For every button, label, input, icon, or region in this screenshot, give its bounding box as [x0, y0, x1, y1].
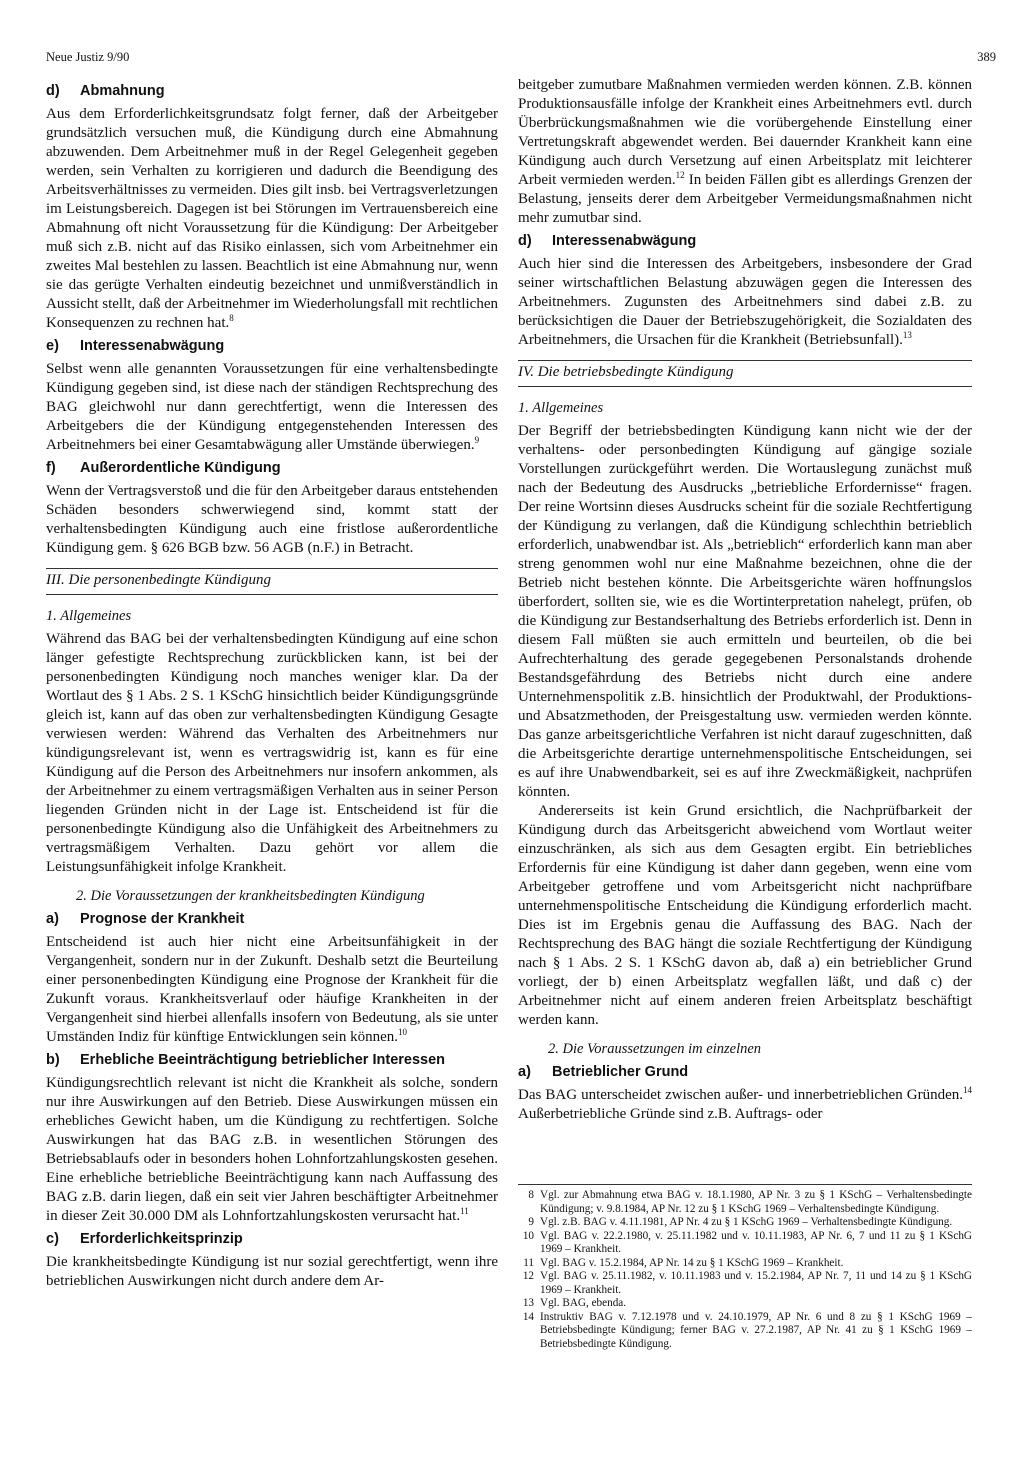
footnote-text: Instruktiv BAG v. 7.12.1978 und v. 24.10.1979, AP Nr. 6 und 8 zu § 1 KSchG 1969 – Betriebsbedingte Kündigung; ferner BAG v. 27.2.1987, AP Nr. 41 zu § 1 KSchG 1969 – Betriebsbedingte Kündigung. [540, 1310, 972, 1350]
heading-betrieblicher-grund: a) Betrieblicher Grund [518, 1064, 689, 1080]
paragraph-allgemeines-iii: Während das BAG bei der verhaltensbedingten Kündigung auf eine schon länger gefestigte Rechtsprechung zurückblicken kann, ist bei der personenbedingten Kündigung noch manches weniger klar. Da der Wortlaut des § 1 Abs. 2 S. 1 KSchG hinsichtlich beider Kündigungsgründe gleich ist, kann auf das oben zur verhaltensbedingten Kündigung Gesagte verwiesen werden: Während das Verhalten des Arbeitnehmers nur kündigungsrelevant ist, wenn es vertragswidrig ist, kann es für eine Kündigung auf die Person des Arbeitnehmers nur insofern ankommen, als der Arbeitnehmer zu einem vertragsmäßigen Verhalten aus in seiner Person liegenden Gründen nicht in der Lage ist. Entscheidend ist für die personenbedingte Kündigung also die Unfähigkeit des Arbeitnehmers zu vertragsmäßigem Verhalten. Dazu gehört vor allem die Leistungsunfähigkeit infolge Krankheit. [46, 631, 498, 875]
subsection-heading-voraussetzungen-einzelnen: 2. Die Voraussetzungen im einzelnen [548, 1041, 762, 1057]
footnote-ref: 14 [963, 1085, 972, 1095]
paragraph-continuation: beitgeber zumutbare Maßnahmen vermieden werden können. Z.B. können Produktionsausfälle infolge der Krankheit eines Arbeitnehmers evtl. durch Überbrückungsmaßnahmen wie die vorübergehende Einstellung einer Vertretungskraft abgewendet werden. Bei dauernder Krankheit kann eine Kündigung auch durch Versetzung auf einen Arbeitsplatz mit leichterer Arbeit vermieden werden.$^{12}$ In beiden Fällen gibt es allerdings Grenzen der Belastung, jenseits derer dem Arbeitgeber Vermeidungsmaßnahmen nicht mehr zumutbar sind. [518, 77, 973, 226]
footnote-number: 9 [528, 1216, 534, 1228]
footnote-number: 8 [528, 1189, 534, 1201]
paragraph-ausserordentliche-kuendigung: Wenn der Vertragsverstoß und die für den Arbeitgeber daraus entstehenden Schäden besonders schwerwiegend sind, kommt statt der verhaltensbedingten Kündigung auch eine fristlose außerordentliche Kündigung gem. § 626 BGB bzw. 56 AGB (n.F.) in Betracht. [46, 483, 498, 556]
footnote-text: Vgl. BAG v. 15.2.1984, AP Nr. 14 zu § 1 KSchG 1969 – Krankheit. [540, 1256, 844, 1269]
footnote-number: 10 [522, 1229, 534, 1242]
footnote-ref: 12 [675, 170, 685, 180]
footnote-number: 11 [523, 1256, 534, 1269]
paragraph-prognose: Entscheidend ist auch hier nicht eine Arbeitsunfähigkeit in der Vergangenheit, sondern nur in der Zukunft. Deshalb setzt die Beurteilung einer personenbedingten Kündigung eine Prognose der Krankheit für die Zukunft voraus. Krankheitsverlauf oder häufige Krankheiten in der Vergangenheit sind hierbei allenfalls insofern von Bedeutung, als sie unter Umständen Indiz für künftige Entwicklungen sein können.$^{10}$ [46, 934, 498, 1045]
footnote-ref: 10 [398, 1027, 408, 1037]
heading-abmahnung: d) Abmahnung [46, 83, 165, 99]
footnote-number: 12 [522, 1270, 534, 1282]
paragraph-beeintraechtigung: Kündigungsrechtlich relevant ist nicht die Krankheit als solche, sondern nur ihre Auswirkungen auf den Betrieb. Diese Auswirkungen müssen ein erhebliches Gewicht haben, um die Kündigung zu rechtfertigen. Solche Auswirkungen hat das BAG z.B. in wesentlichen Störungen des Betriebsablaufs oder in besonders hohen Lohnfortzahlungskosten gesehen. Eine erhebliche betriebliche Beeinträchtigung kann nach Auffassung des BAG z.B. darin liegen, daß ein seit vier Jahren beschäftigter Arbeitnehmer in dieser Zeit 30.000 DM als Lohnfortzahlungskosten verursacht hat.$^{11}$ [46, 1075, 498, 1224]
footnote-text: Vgl. z.B. BAG v. 4.11.1981, AP Nr. 4 zu § 1 KSchG 1969 – Verhaltensbedingte Kündigung. [540, 1216, 953, 1228]
footnote-text: Vgl. zur Abmahnung etwa BAG v. 18.1.1980, AP Nr. 3 zu § 1 KSchG – Verhaltensbedingte Kündigung; v. 9.8.1984, AP Nr. 12 zu § 1 KSchG 1969 – Verhaltensbedingte Kündigung. [540, 1189, 972, 1215]
paragraph-interessenabwaegung-right: Auch hier sind die Interessen des Arbeitgebers, insbesondere der Grad seiner wirtschaftlichen Belastung abzuwägen gegen die Interessen des Arbeitnehmers. Zugunsten des Arbeitnehmers sind dabei z.B. zu berücksichtigen die Dauer der Betriebszugehörigkeit, die Sozialdaten des Arbeitnehmers, die Ursachen für die Krankheit (Betriebsunfall).$^{13}$ [518, 256, 972, 348]
left-column [46, 78, 498, 1291]
footnote-item [518, 1189, 972, 1216]
paragraph-betrieblicher-grund: Das BAG unterscheidet zwischen außer- und innerbetrieblichen Gründen.$^{14}$ Außerbetriebliche Gründe sind z.B. Auftrags- oder [518, 1085, 972, 1122]
subsection-heading-allgemeines-iii: 1. Allgemeines [46, 608, 132, 624]
footnote-ref: 9 [474, 435, 480, 445]
footnote-ref: 8 [229, 313, 234, 323]
footnote-number: 14 [522, 1310, 534, 1323]
paragraph-abmahnung: Aus dem Erforderlichkeitsgrundsatz folgt ferner, daß der Arbeitgeber grundsätzlich versuchen muß, die Kündigung durch eine Abmahnung abzuwenden. Dem Arbeitnehmer muß in der Regel Gelegenheit gegeben werden, sein Verhalten zu korrigieren und dadurch die Beendigung des Arbeitsverhältnisses zu vermeiden. Dies gilt insb. bei Vertragsverletzungen im Leistungsbereich. Dagegen ist bei Störungen im Vertrauensbereich eine Abmahnung oft nicht Voraussetzung für die Kündigung: Der Arbeitgeber muß sich z.B. nicht auf das Risiko einlassen, sich vom Arbeitnehmer ein zweites Mal bestehlen zu lassen. Beachtlich ist eine Abmahnung nur, wenn sie das gerügte Verhalten eindeutig bezeichnet und unmißverständlich in Aussicht stellt, daß der Arbeitnehmer im Wiederholungsfall mit rechtlichen Konsequenzen zu rechnen hat.$^8$ [46, 106, 498, 331]
footnote-ref: 11 [460, 1206, 469, 1216]
heading-interessenabwaegung-right: d) Interessenabwägung [518, 233, 697, 249]
footnote-item [518, 1270, 972, 1297]
footnote-number: 13 [522, 1297, 534, 1309]
footnote-item [518, 1297, 972, 1311]
heading-interessenabwaegung-left: e) Interessenabwägung [46, 338, 225, 354]
right-column [518, 76, 972, 1124]
footnote-text: Vgl. BAG v. 22.2.1980, v. 25.11.1982 und v. 10.11.1983, AP Nr. 6, 7 und 11 zu § 1 KSchG 1969 – Krankheit. [540, 1229, 972, 1255]
heading-prognose: a) Prognose der Krankheit [46, 911, 245, 927]
section-heading-iv: IV. Die betriebsbedingte Kündigung [518, 360, 972, 387]
footnote-text: Vgl. BAG v. 25.11.1982, v. 10.11.1983 und v. 15.2.1984, AP Nr. 7, 11 und 14 zu § 1 KSchG 1969 – Krankheit. [540, 1270, 972, 1296]
paragraph-erforderlichkeitsprinzip: Die krankheitsbedingte Kündigung ist nur sozial gerechtfertigt, wenn ihre betrieblichen Auswirkungen nicht durch andere dem Ar- [46, 1254, 498, 1289]
journal-header: Neue Justiz 9/90 [46, 50, 130, 64]
heading-ausserordentliche-kuendigung: f) Außerordentliche Kündigung [46, 460, 281, 476]
footnote-item [518, 1230, 972, 1257]
footnote-item [518, 1257, 972, 1271]
footnote-item [518, 1216, 972, 1230]
paragraph-interessenabwaegung-left: Selbst wenn alle genannten Voraussetzungen für eine verhaltensbedingte Kündigung gegeben sind, ist diese nach der ständigen Rechtsprechung des BAG gleichwohl nur dann gerechtfertigt, wenn die Interessen des Arbeitgebers die der Kündigung entgegenstehenden Interessen des Arbeitnehmers bei einer Gesamtabwägung aller Umstände überwiegen.$^9$ [46, 361, 498, 453]
footnote-text: Vgl. BAG, ebenda. [540, 1297, 627, 1309]
footnote-item [518, 1311, 972, 1352]
footnote-ref: 13 [902, 330, 912, 340]
paragraph-andererseits: Andererseits ist kein Grund ersichtlich, die Nachprüfbarkeit der Kündigung durch das Arbeitsgericht abweichend vom Wortlaut weiter einzuschränken, als sich aus dem Gesagten ergibt. Ein betriebliches Erfordernis für eine Kündigung ist daher dann gegeben, wenn eine vom Arbeitgeber getroffene und vom Arbeitsgericht nicht nachprüfbare unternehmenspolitische Entscheidung die Kündigung erforderlich macht. Dies ist im Ergebnis genau die Auffassung des BAG. Nach der Rechtsprechung des BAG hängt die soziale Rechtfertigung der Kündigung nach § 1 Abs. 2 S. 1 KSchG davon ab, daß a) ein betrieblicher Grund vorliegt, der b) einen Arbeitsplatz wegfallen läßt, und daß c) der Arbeitnehmer nicht auf einem anderen freien Arbeitsplatz beschäftigt werden kann. [518, 803, 972, 1028]
subsection-heading-allgemeines-iv: 1. Allgemeines [518, 400, 604, 416]
section-heading-iii: III. Die personenbedingte Kündigung [46, 568, 498, 595]
paragraph-allgemeines-iv: Der Begriff der betriebsbedingten Kündigung kann nicht wie der der verhaltens- oder personbedingten Kündigung auf gängige soziale Vorstellungen zurückgeführt werden. Die Wortauslegung zunächst muß nach der Bedeutung des Ausdrucks „betriebliche Erfordernisse“ fragen. Der reine Wortsinn dieses Ausdrucks scheint für die soziale Rechtfertigung der Kündigung zu verlangen, daß die Kündigung schlechthin betrieblich erforderlich, unabwendbar ist. Als „betrieblich“ erforderlich kann man aber streng genommen wohl nur eine Maßnahme bezeichnen, ohne die der Betrieb nicht bestehen könnte. Die Arbeitsgerichte wären hoffnungslos überfordert, sollten sie, wie es die Wortinterpretation nahelegt, prüfen, ob die Kündigung zur Bestandserhaltung des Betriebs erforderlich ist. Denn in diesem Fall müßten sie auch ermitteln und beurteilen, ob die bei Aufrechterhaltung des gerade gegegebenen Personalstands drohende Bestandsgefährdung des Betriebs nicht durch eine andere Unternehmenspolitik z.B. hinsichtlich der Produktwahl, der Produktions- und Absatzmethoden, der Preisgestaltung usw. vermieden werden könnte. Das ganze arbeitsgerichtliche Verfahren ist nicht darauf zugeschnitten, daß die Arbeitsgerichte derartige unternehmenspolitische Entscheidungen, sei es auf ihre Unabwendbarkeit, sei es auf ihre Zweckmäßigkeit, nachprüfen könnten. [518, 423, 972, 800]
page-number: 389 [977, 50, 996, 64]
footnotes [518, 1184, 972, 1351]
subsection-heading-voraussetzungen-krankheit: 2. Die Voraussetzungen der krankheitsbedingten Kündigung [76, 888, 425, 904]
heading-erforderlichkeitsprinzip: c) Erforderlichkeitsprinzip [46, 1231, 243, 1247]
heading-beeintraechtigung: b) Erhebliche Beeinträchtigung betrieblicher Interessen [46, 1052, 446, 1068]
